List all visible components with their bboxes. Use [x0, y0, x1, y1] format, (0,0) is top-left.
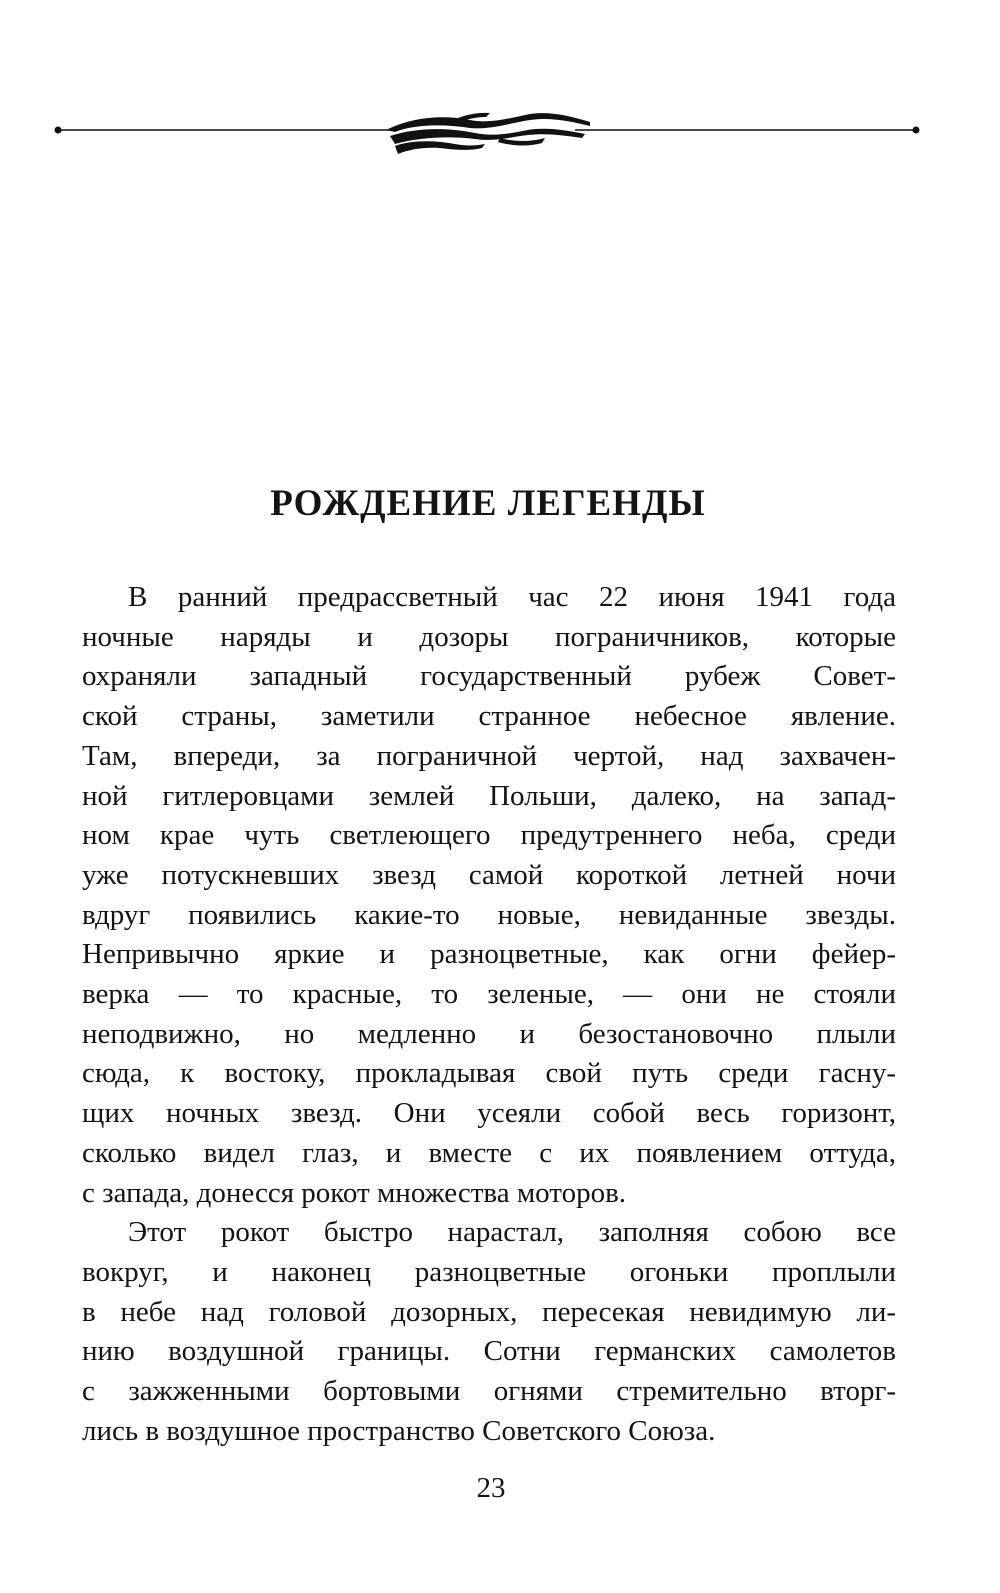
text-line: с зажженными бортовыми огнями стремительно вторг-	[82, 1375, 896, 1408]
text-line: ской страны, заметили странное небесное явление.	[82, 700, 896, 733]
text-line: лись в воздушное пространство Советского Союза.	[82, 1414, 716, 1447]
ribbon-flourish	[386, 113, 590, 154]
text-line: в небе над головой дозорных, пересекая невидимую ли-	[82, 1295, 896, 1328]
body-text	[82, 578, 896, 1451]
text-line: Там, впереди, за пограничной чертой, над захвачен-	[82, 739, 896, 772]
text-line: ном крае чуть светлеющего предутреннего неба, среди	[82, 819, 896, 852]
text-line: щих ночных звезд. Они усеяли собой весь горизонт,	[82, 1097, 896, 1130]
text-line: В ранний предрассветный час 22 июня 1941 года	[128, 581, 896, 613]
text-line: уже потускневших звезд самой короткой летней ночи	[82, 858, 896, 891]
text-line: верка — то красные, то зеленые, — они не стояли	[82, 978, 896, 1011]
page-number: 23	[476, 1472, 506, 1504]
paragraph-1	[82, 578, 896, 1213]
ornament-divider	[50, 100, 930, 170]
text-line: с запада, донесся рокот множества моторов.	[82, 1176, 627, 1209]
text-line: вдруг появились какие-то новые, невиданные звезды.	[82, 898, 896, 931]
chapter-title: РОЖДЕНИЕ ЛЕГЕНДЫ	[270, 483, 706, 524]
text-line: вокруг, и наконец разноцветные огоньки проплыли	[82, 1255, 896, 1288]
text-line: неподвижно, но медленно и безостановочно плыли	[82, 1017, 896, 1050]
text-line: сколько видел глаз, и вместе с их появлением оттуда,	[82, 1136, 896, 1169]
text-line: Непривычно яркие и разноцветные, как огни фейер-	[82, 938, 896, 971]
text-line: ночные наряды и дозоры пограничников, которые	[82, 620, 896, 653]
paragraph-2	[82, 1213, 896, 1451]
text-line: сюда, к востоку, прокладывая свой путь среди гасну-	[82, 1057, 896, 1090]
text-line: ной гитлеровцами землей Польши, далеко, на запад-	[82, 779, 896, 812]
ornament-dot-right	[913, 127, 920, 134]
text-line: Этот рокот быстро нарастал, заполняя собою все	[128, 1216, 896, 1249]
text-line: охраняли западный государственный рубеж Совет-	[82, 660, 896, 693]
text-line: нию воздушной границы. Сотни германских самолетов	[82, 1335, 896, 1368]
